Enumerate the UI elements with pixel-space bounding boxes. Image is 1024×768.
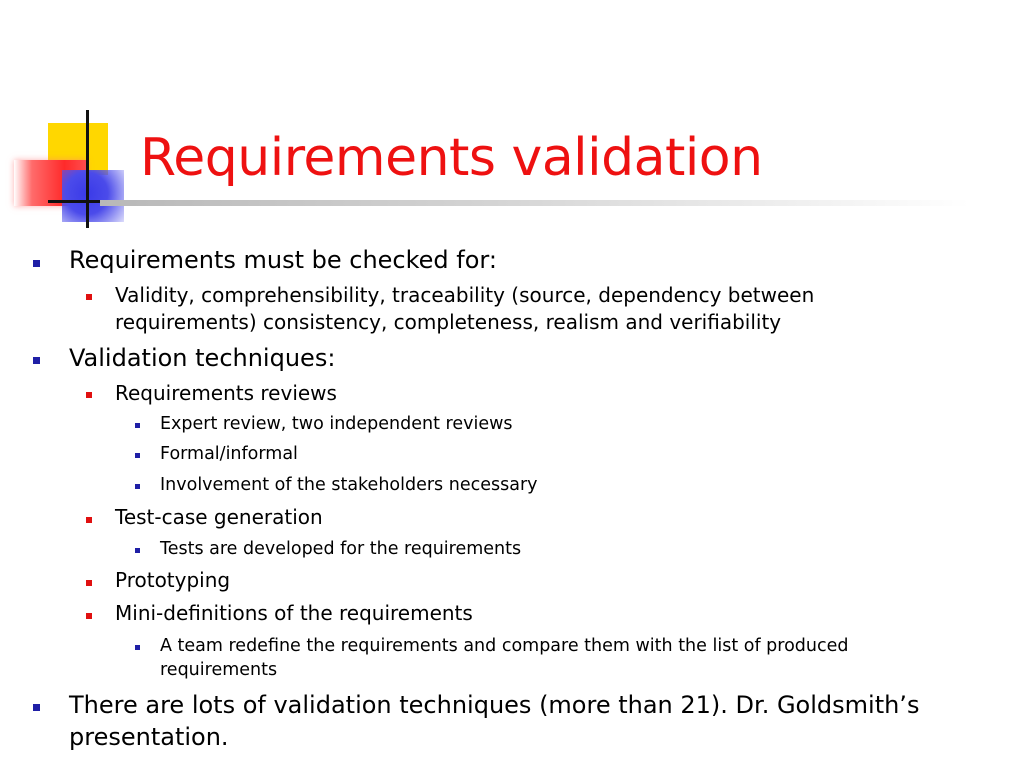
bullet-marker [135, 484, 140, 489]
list-item: Tests are developed for the requirements [160, 539, 522, 559]
bullet-marker [135, 645, 140, 650]
list-item: Requirements must be checked for: [69, 246, 497, 274]
bullet-marker [86, 392, 92, 398]
list-item: Requirements reviews [115, 381, 337, 405]
list-item: Expert review, two independent reviews [160, 414, 513, 434]
list-item: Prototyping [115, 568, 231, 592]
bullet-marker [33, 704, 40, 711]
list-item: Validity, comprehensibility, traceability (source, dependency between [115, 283, 815, 307]
bullet-marker [86, 613, 92, 619]
list-item-continuation: presentation. [69, 723, 229, 751]
bullet-marker [86, 294, 92, 300]
list-item: Test-case generation [115, 505, 323, 529]
list-item: Formal/informal [160, 444, 298, 464]
list-item: Involvement of the stakeholders necessary [160, 475, 538, 495]
bullet-marker [135, 548, 140, 553]
list-item: A team redefine the requirements and compare them with the list of produced [160, 636, 849, 656]
bullet-marker [86, 580, 92, 586]
bullet-marker [135, 423, 140, 428]
list-item: Validation techniques: [69, 344, 336, 372]
bullet-marker [86, 517, 92, 523]
list-item-continuation: requirements) consistency, completeness, realism and verifiability [115, 310, 782, 334]
list-item: There are lots of validation techniques (more than 21). Dr. Goldsmith’s [69, 691, 920, 719]
bullet-marker [33, 260, 40, 267]
slide-title: Requirements validation [140, 128, 763, 188]
list-item: Mini-definitions of the requirements [115, 601, 473, 625]
bullet-marker [33, 357, 40, 364]
bullet-marker [135, 453, 140, 458]
list-item-continuation: requirements [160, 660, 278, 680]
